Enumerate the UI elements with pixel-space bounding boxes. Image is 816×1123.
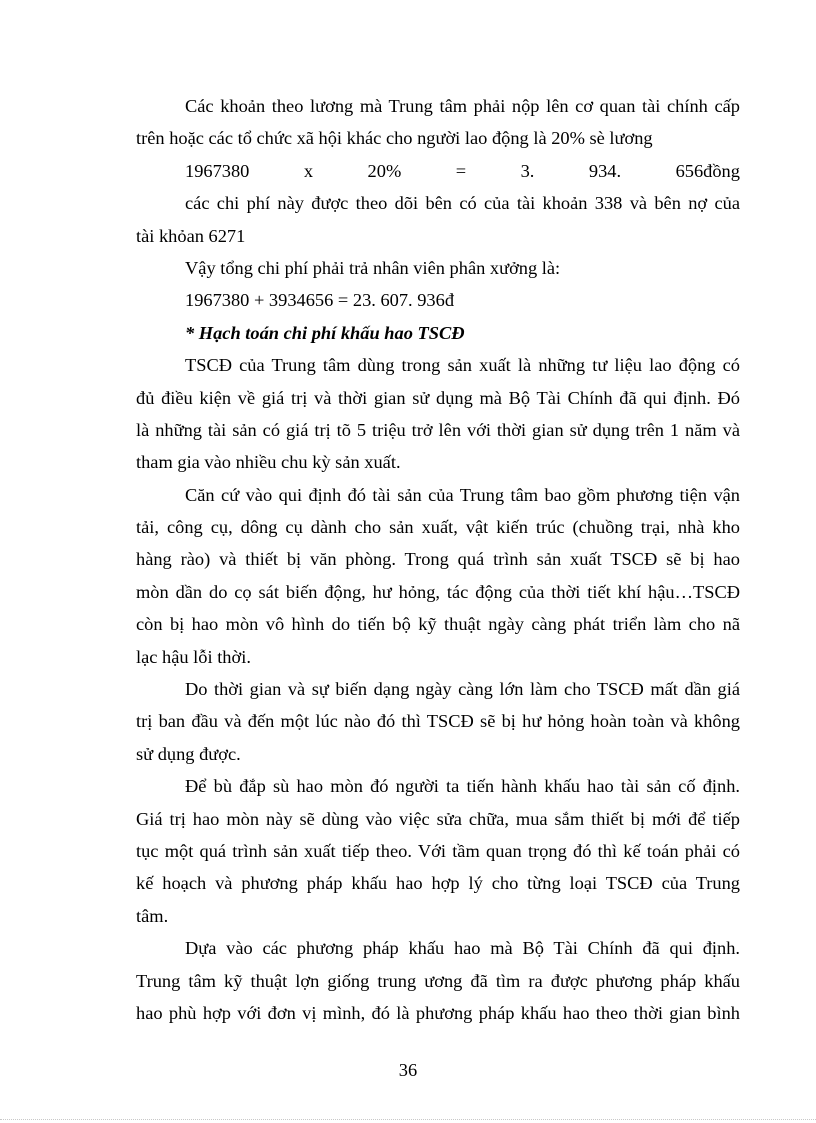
paragraph-line: Vậy tổng chi phí phải trả nhân viên phân xưởng là: (185, 257, 561, 278)
paragraph-line: mòn dần do cọ sát biến động, hư hỏng, tác động của thời tiết khí hậu…TSCĐ (136, 581, 740, 602)
calculation-term: = (455, 160, 467, 181)
paragraph-line: tải, công cụ, dông cụ dành cho sản xuất, vật kiến trúc (chuồng trại, nhà kho (136, 517, 740, 538)
page-bottom-rule (0, 1119, 816, 1120)
paragraph-line: 1967380 + 3934656 = 23. 607. 936đ (185, 290, 455, 311)
paragraph-line: hao phù hợp với đơn vị mình, đó là phương pháp khấu hao theo thời gian bình (136, 1002, 740, 1023)
calculation-term: 3. (520, 160, 535, 181)
calculation-term: x (303, 160, 314, 181)
paragraph-first-line: TSCĐ của Trung tâm dùng trong sản xuất là những tư liệu lao động có (185, 355, 740, 376)
paragraph-last-line: trên hoặc các tổ chức xã hội khác cho người lao động là 20% sè lương (136, 128, 653, 149)
calculation-term: 934. (588, 160, 622, 181)
paragraph-first-line: các chi phí này được theo dõi bên có của tài khoản 338 và bên nợ của (185, 193, 740, 214)
paragraph-line: còn bị hao mòn vô hình do tiến bộ kỹ thuật ngày càng phát triển làm cho nã (136, 614, 740, 635)
calculation-line (136, 155, 740, 187)
calculation-term: 20% (367, 160, 402, 181)
paragraph-line: Giá trị hao mòn này sẽ dùng vào việc sửa chữa, mua sắm thiết bị mới để tiếp (136, 808, 740, 829)
paragraph-line: kế hoạch và phương pháp khấu hao hợp lý cho từng loại TSCĐ của Trung (136, 873, 740, 894)
page-number: 36 (398, 1060, 418, 1080)
paragraph-first-line: Dựa vào các phương pháp khấu hao mà Bộ Tài Chính đã qui định. (185, 938, 740, 959)
paragraph-last-line: tâm. (136, 905, 169, 926)
calculation-term: 1967380 (185, 160, 250, 181)
paragraph-line: hàng rào) và thiết bị văn phòng. Trong quá trình sản xuất TSCĐ sẽ bị hao (136, 549, 740, 570)
paragraph-last-line: lạc hậu lỗi thời. (136, 646, 251, 667)
paragraph-first-line: Do thời gian và sự biến dạng ngày càng lớn làm cho TSCĐ mất dần giá (185, 679, 740, 700)
paragraph-last-line: sử dụng được. (136, 743, 241, 764)
section-heading: * Hạch toán chi phí khấu hao TSCĐ (185, 322, 465, 343)
paragraph-first-line: Để bù đắp sù hao mòn đó người ta tiến hành khấu hao tài sản cố định. (185, 776, 740, 797)
paragraph-first-line: Căn cứ vào qui định đó tài sản của Trung tâm bao gồm phương tiện vận (185, 484, 740, 505)
paragraph-last-line: tài khỏan 6271 (136, 225, 246, 246)
paragraph-first-line: Các khoản theo lương mà Trung tâm phải nộp lên cơ quan tài chính cấp (185, 96, 740, 116)
paragraph-line: trị ban đầu và đến một lúc nào đó thì TSCĐ sẽ bị hư hỏng hoàn toàn và không (136, 711, 740, 732)
paragraph-last-line: tham gia vào nhiều chu kỳ sản xuất. (136, 452, 401, 473)
body-text (136, 90, 740, 1029)
paragraph-line: đủ điều kiện về giá trị và thời gian sử dụng mà Bộ Tài Chính đã qui định. Đó (136, 387, 740, 408)
calculation-term: 656đồng (675, 160, 740, 181)
paragraph-line: là những tài sản có giá trị tõ 5 triệu trở lên với thời gian sử dụng trên 1 năm và (136, 419, 740, 440)
paragraph-line: Trung tâm kỹ thuật lợn giống trung ương đã tìm ra được phương pháp khấu (136, 970, 740, 991)
paragraph-line: tục một quá trình sản xuất tiếp theo. Với tầm quan trọng đó thì kế toán phải có (136, 840, 740, 861)
